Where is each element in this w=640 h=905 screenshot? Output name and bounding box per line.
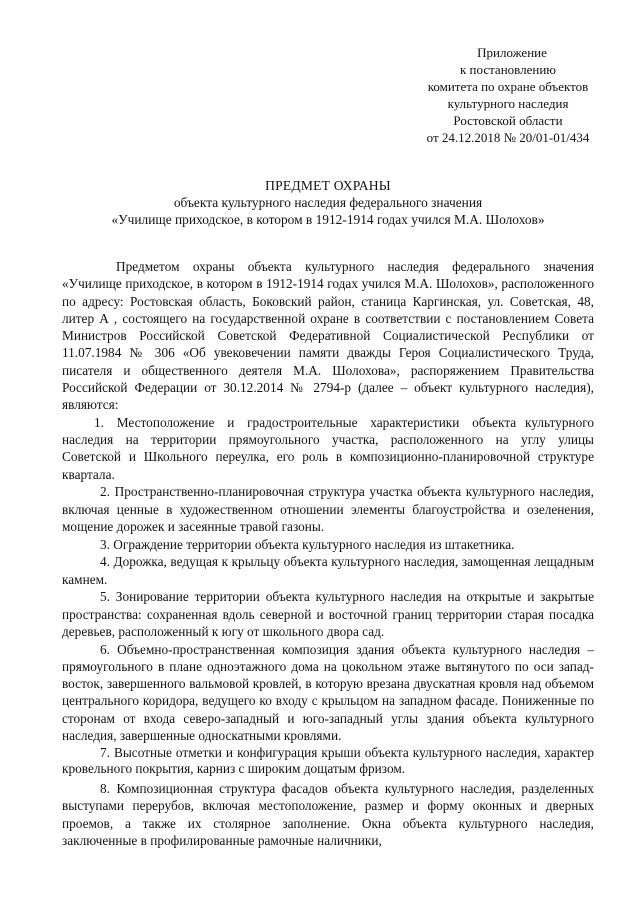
intro-paragraph: Предметом охраны объекта культурного наследия федерального значения «Училище приходское, в котором в 1912-1914 годах учился М.А. Шолохов», расположенного по адресу: Ростовская область, Боковский район, станица Каргинская, ул. Советская, 48, литер А , состоящего на государственной охране в соответствии с постановлением Совета Министров Российской Советской Федеративной Социалистической Республики от 11.07.1984 № 306 «Об увековечении памяти дважды Героя Социалистического Труда, писателя и общественного деятеля М.А. Шолохова», распоряжением Правительства Российской Федерации от 30.12.2014 № 2794-р (далее – объект культурного наследия), являются: xyxy=(62,259,594,413)
document-subtitle-1: объекта культурного наследия федерального значения xyxy=(173,194,483,210)
document-body xyxy=(62,258,594,849)
item-1-lead: 1. Местоположение и градостроительные характеристики объекта xyxy=(94,414,517,430)
document-heading: ПРЕДМЕТ ОХРАНЫ xyxy=(265,177,391,193)
appendix-line-4: культурного наследия xyxy=(447,96,569,112)
appendix-line-3: комитета по охране объектов xyxy=(427,79,589,95)
item-1-rest: культурного наследия на территории прямоугольного участка, расположенного на углу улицы Советской и Школьного переулка, его роль в композиционно-планировочной структуре квартала. xyxy=(62,414,594,482)
document-subtitle-2: «Училище приходское, в котором в 1912-1914 годах учился М.А. Шолохов» xyxy=(111,211,545,227)
item-paragraph-2: 2. Пространственно-планировочная структура участка объекта культурного наследия, включая ценные в художественном отношении элементы благоустройства и озеленения, мощение дорожек и засеянные травой газоны. xyxy=(62,484,594,534)
item-paragraph-7: 7. Высотные отметки и конфигурация крыши объекта культурного наследия, характер кровельного покрытия, карниз с широким дощатым фризом. xyxy=(62,744,594,776)
appendix-line-6: от 24.12.2018 № 20/01-01/434 xyxy=(426,130,590,146)
appendix-line-1: Приложение xyxy=(477,45,547,60)
appendix-line-5: Ростовской области xyxy=(453,113,563,129)
appendix-header xyxy=(398,44,618,147)
item-paragraph-3: 3. Ограждение территории объекта культурного наследия из штакетника. xyxy=(100,536,515,552)
item-paragraph-5: 5. Зонирование территории объекта культурного наследия на открытые и закрытые пространства: сохраненная вдоль северной и восточной границ территории старая посадка деревьев, расположенный к югу от школьного двора сад. xyxy=(62,589,594,639)
item-paragraph-4: 4. Дорожка, ведущая к крыльцу объекта культурного наследия, замощенная лещадным камнем. xyxy=(62,554,594,587)
item-paragraph-6: 6. Объемно-пространственная композиция здания объекта культурного наследия – прямоугольного в плане одноэтажного дома на цокольном этаже вытянутого по оси запад-восток, завершенного вальмовой кровлей, в которую врезана двускатная кровля над объемом центрального коридора, ведущего ко входу с крыльцом на западном фасаде. Пониженные по сторонам от входа северо-западный и юго-западный углы здания объекта культурного наследия, завершенные односкатными кровлями. xyxy=(62,641,594,743)
item-paragraph-1 xyxy=(62,414,594,483)
item-paragraph-8: 8. Композиционная структура фасадов объекта культурного наследия, разделенных выступами перерубов, включая местоположение, размер и форму оконных и дверных проемов, а также их столярное заполнение. Окна объекта культурного наследия, заключенные в профилированные рамочные наличники, xyxy=(62,781,594,848)
appendix-line-2: к постановлению xyxy=(459,62,557,78)
document-title-block xyxy=(62,177,594,229)
